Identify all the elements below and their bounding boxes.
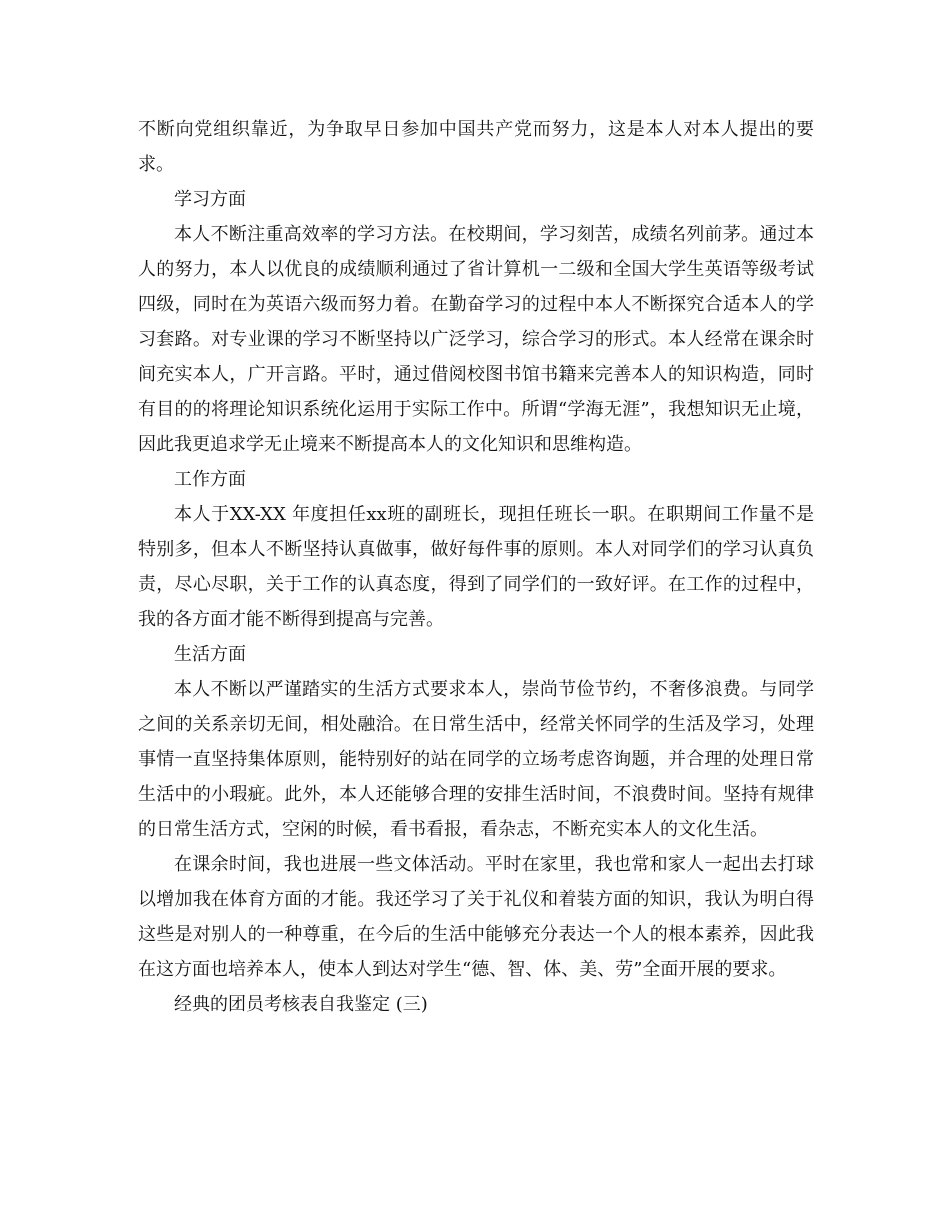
- paragraph-study: 本人不断注重高效率的学习方法。在校期间，学习刻苦，成绩名列前茅。通过本人的努力，本人以优良的成绩顺利通过了省计算机一二级和全国大学生英语等级考试四级，同时在为英语六级而努力着。在勤奋学习的过程中本人不断探究合适本人的学习套路。对专业课的学习不断坚持以广泛学习，综合学习的形式。本人经常在课余时间充实本人，广开言路。平时，通过借阅校图书馆书籍来完善本人的知识构造，同时有目的的将理论知识系统化运用于实际工作中。所谓“学海无涯”，我想知识无止境，因此我更追求学无止境来不断提高本人的文化知识和思维构造。: [138, 224, 814, 455]
- paragraph-party-intro: 不断向党组织靠近，为争取早日参加中国共产党而努力，这是本人对本人提出的要求。: [138, 119, 814, 175]
- paragraph-work: 本人于XX-XX 年度担任xx班的副班长，现担任班长一职。在职期间工作量不是特别多，但本人不断坚持认真做事，做好每件事的原则。本人对同学们的学习认真负责，尽心尽职，关于工作的认真态度，得到了同学们的一致好评。在工作的过程中，我的各方面才能不断得到提高与完善。: [138, 504, 814, 630]
- paragraph-life: 本人不断以严谨踏实的生活方式要求本人，崇尚节俭节约，不奢侈浪费。与同学之间的关系亲切无间，相处融洽。在日常生活中，经常关怀同学的生活及学习，处理事情一直坚持集体原则，能特别好的站在同学的立场考虑咨询题，并合理的处理日常生活中的小瑕疵。此外，本人还能够合理的安排生活时间，不浪费时间。坚持有规律的日常生活方式，空闲的时候，看书看报，看杂志，不断充实本人的文化生活。: [138, 679, 814, 840]
- section-heading-life: 生活方面: [174, 644, 246, 665]
- section-heading-work: 工作方面: [174, 469, 246, 490]
- paragraph-activities: 在课余时间，我也进展一些文体活动。平时在家里，我也常和家人一起出去打球以增加我在体育方面的才能。我还学习了关于礼仪和着装方面的知识，我认为明白得这些是对别人的一种尊重，在今后的生活中能够充分表达一个人的根本素养，因此我在这方面也培养本人，使本人到达对学生“德、智、体、美、劳”全面开展的要求。: [138, 854, 814, 980]
- section-heading-part-three: 经典的团员考核表自我鉴定 (三): [174, 994, 428, 1015]
- section-heading-study: 学习方面: [174, 189, 246, 210]
- document-page: [138, 112, 814, 1022]
